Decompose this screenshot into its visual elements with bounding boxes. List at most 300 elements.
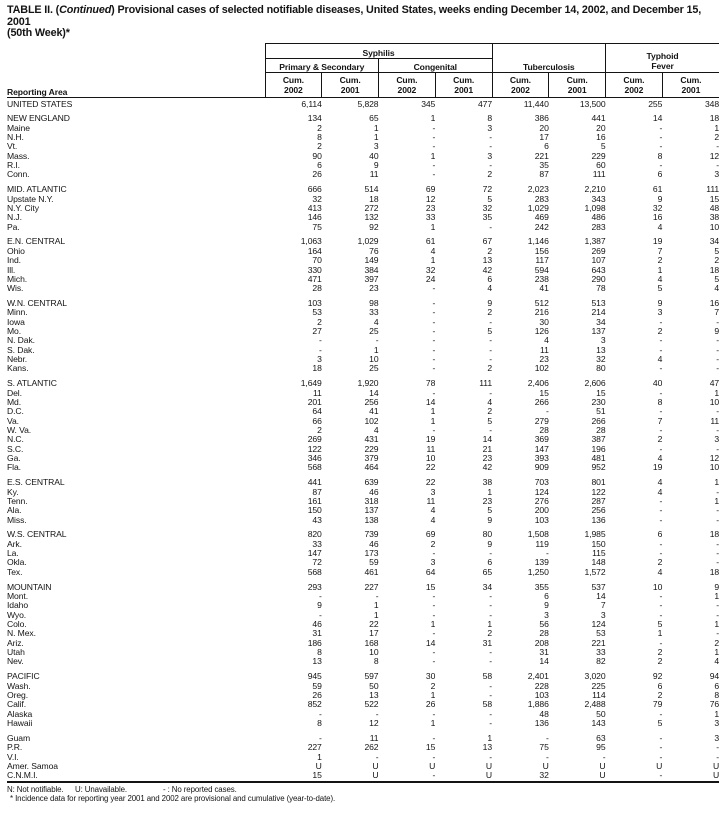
- value-cell: -: [716, 600, 720, 611]
- value-cell: 3: [600, 609, 606, 620]
- value-cell: 230: [591, 396, 606, 407]
- value-cell: -: [716, 557, 720, 568]
- value-cell: 2: [657, 656, 663, 667]
- value-cell: 126: [534, 326, 549, 337]
- reporting-area-cell: Maine: [7, 122, 30, 133]
- value-cell: 28: [596, 425, 606, 435]
- value-cell: 6: [657, 169, 663, 180]
- value-cell: 19: [425, 434, 436, 445]
- value-cell: -: [375, 335, 379, 346]
- reporting-area-cell: Upstate N.Y.: [7, 193, 54, 204]
- value-cell: 92: [369, 221, 379, 232]
- value-cell: -: [489, 680, 493, 691]
- value-cell: 3: [430, 557, 436, 568]
- value-cell: 8: [714, 689, 720, 700]
- value-cell: 32: [312, 193, 322, 204]
- value-cell: 156: [534, 245, 549, 256]
- value-cell: -: [716, 344, 720, 355]
- value-cell: -: [432, 708, 436, 719]
- col-header-syphilis-cong-2002: Cum. 2002: [379, 72, 436, 97]
- value-cell: U: [599, 760, 606, 771]
- value-cell: 38: [709, 212, 720, 223]
- value-cell: 1,098: [584, 202, 606, 213]
- value-cell: 512: [534, 298, 549, 309]
- value-cell: 5: [487, 193, 493, 204]
- value-cell: -: [432, 344, 436, 355]
- value-cell: 9: [714, 581, 720, 592]
- value-cell: 12: [369, 717, 379, 728]
- value-cell: 78: [596, 283, 606, 294]
- table-row: [7, 568, 719, 577]
- value-cell: 14: [539, 656, 549, 667]
- value-cell: 139: [534, 557, 549, 568]
- value-cell: 3: [600, 335, 606, 346]
- value-cell: 1: [487, 619, 493, 630]
- table-row: [7, 691, 719, 700]
- value-cell: 92: [652, 671, 663, 682]
- value-cell: -: [489, 591, 493, 601]
- table-row: [7, 142, 719, 151]
- value-cell: 26: [312, 169, 322, 180]
- value-cell: 11: [369, 732, 379, 743]
- value-cell: -: [489, 689, 493, 700]
- value-cell: 464: [364, 462, 379, 473]
- value-cell: -: [716, 406, 720, 417]
- reporting-area-cell: Colo.: [7, 619, 27, 630]
- value-cell: 14: [482, 434, 493, 445]
- value-cell: 32: [539, 770, 549, 781]
- value-cell: 35: [482, 212, 493, 223]
- value-cell: -: [432, 656, 436, 667]
- value-cell: 330: [307, 264, 322, 275]
- value-cell: 40: [369, 150, 379, 161]
- value-cell: 397: [364, 273, 379, 284]
- value-cell: 53: [312, 307, 322, 318]
- table-row: [7, 454, 719, 463]
- value-cell: 387: [591, 434, 606, 445]
- value-cell: 75: [539, 742, 549, 753]
- value-cell: 262: [364, 742, 379, 753]
- value-cell: 95: [596, 742, 606, 753]
- value-cell: 477: [477, 98, 493, 109]
- table-row: [7, 299, 719, 308]
- value-cell: 10: [425, 453, 436, 464]
- value-cell: 2: [487, 628, 493, 639]
- table-row: [7, 185, 719, 194]
- value-cell: 33: [425, 212, 436, 223]
- value-cell: 2,023: [527, 184, 549, 195]
- value-cell: 3: [487, 150, 493, 161]
- value-cell: 59: [312, 680, 322, 691]
- value-cell: -: [432, 770, 436, 781]
- value-cell: 200: [534, 505, 549, 516]
- value-cell: 384: [364, 264, 379, 275]
- value-cell: 2: [317, 141, 322, 152]
- value-cell: 13: [482, 742, 493, 753]
- value-cell: -: [546, 732, 549, 743]
- value-cell: 6: [657, 680, 663, 691]
- title-week-line: (50th Week)*: [7, 27, 70, 39]
- value-cell: 441: [591, 113, 606, 124]
- value-cell: 643: [591, 264, 606, 275]
- value-cell: -: [659, 708, 663, 719]
- table-row: [7, 170, 719, 179]
- value-cell: 1: [373, 344, 379, 355]
- value-cell: 4: [657, 477, 663, 488]
- value-cell: 76: [709, 699, 720, 710]
- value-cell: -: [716, 751, 720, 762]
- value-cell: 393: [534, 453, 549, 464]
- value-cell: 23: [482, 453, 493, 464]
- value-cell: 2: [657, 255, 663, 266]
- value-cell: 63: [596, 732, 606, 743]
- value-cell: 201: [307, 396, 322, 407]
- table-row: [7, 601, 719, 610]
- value-cell: 4: [714, 283, 720, 294]
- value-cell: -: [489, 344, 493, 355]
- reporting-area-cell: Nebr.: [7, 354, 28, 365]
- table-row: [7, 516, 719, 525]
- value-cell: 1,063: [300, 236, 322, 247]
- reporting-area-cell: Ohio: [7, 245, 25, 256]
- value-cell: 1,250: [527, 566, 549, 577]
- value-cell: 66: [312, 415, 322, 426]
- value-cell: 269: [591, 245, 606, 256]
- value-cell: 122: [591, 486, 606, 497]
- value-cell: U: [542, 760, 549, 771]
- value-cell: -: [716, 335, 720, 346]
- value-cell: 6,114: [301, 98, 322, 109]
- value-cell: 4: [373, 316, 379, 327]
- value-cell: 12: [425, 193, 436, 204]
- value-cell: 23: [482, 495, 493, 506]
- reporting-area-cell: Idaho: [7, 600, 29, 611]
- reporting-area-cell: Ill.: [7, 264, 16, 275]
- table-row: [7, 620, 719, 629]
- title-rest: ) Provisional cases of selected notifiable diseases, United States, weeks ending December 14, 2002, and December 15, 2001: [7, 4, 702, 28]
- value-cell: 3: [487, 122, 493, 133]
- value-cell: 65: [482, 566, 493, 577]
- value-cell: -: [659, 132, 663, 143]
- value-cell: 639: [364, 477, 379, 488]
- value-cell: 242: [534, 221, 549, 232]
- value-cell: -: [489, 425, 493, 435]
- reporting-area-cell: S.C.: [7, 443, 24, 454]
- value-cell: 431: [364, 434, 379, 445]
- value-cell: 43: [312, 514, 322, 525]
- value-cell: -: [432, 160, 436, 171]
- value-cell: 4: [657, 566, 663, 577]
- table-row: [7, 530, 719, 539]
- value-cell: 2: [657, 689, 663, 700]
- value-cell: 35: [539, 160, 549, 171]
- value-cell: -: [318, 609, 322, 620]
- value-cell: -: [659, 548, 663, 559]
- value-cell: 10: [709, 221, 720, 232]
- reporting-area-cell: Ga.: [7, 453, 21, 464]
- reporting-area-cell: Tenn.: [7, 495, 28, 506]
- value-cell: -: [489, 354, 493, 365]
- value-cell: 5: [657, 283, 663, 294]
- value-cell: 119: [535, 538, 549, 549]
- reporting-area-cell: Kans.: [7, 363, 29, 374]
- reporting-area-cell: PACIFIC: [7, 671, 40, 682]
- value-cell: 2: [430, 680, 436, 691]
- value-cell: 20: [596, 122, 606, 133]
- reporting-area-cell: W. Va.: [7, 425, 32, 435]
- value-cell: 34: [596, 316, 606, 327]
- value-cell: 4: [487, 396, 493, 407]
- value-cell: 11: [313, 387, 322, 398]
- value-cell: -: [489, 647, 493, 658]
- table-row: [7, 719, 719, 728]
- value-cell: 5: [657, 717, 663, 728]
- value-cell: 2: [487, 406, 493, 417]
- value-cell: 293: [307, 581, 322, 592]
- value-cell: 208: [534, 637, 549, 648]
- value-cell: -: [546, 548, 549, 559]
- reporting-area-cell: W.S. CENTRAL: [7, 529, 67, 540]
- table-row: [7, 417, 719, 426]
- value-cell: 1,985: [584, 529, 606, 540]
- value-cell: 186: [307, 637, 322, 648]
- value-cell: -: [375, 751, 379, 762]
- value-cell: 103: [534, 514, 549, 525]
- value-cell: 287: [591, 495, 606, 506]
- footnote-legend: [7, 785, 719, 795]
- table-row: [7, 540, 719, 549]
- table-row: [7, 700, 719, 709]
- reporting-area-cell: N.H.: [7, 132, 24, 143]
- value-cell: -: [432, 354, 436, 365]
- reporting-area-cell: Wyo.: [7, 609, 27, 620]
- value-cell: 79: [652, 699, 663, 710]
- value-cell: 22: [425, 462, 436, 473]
- value-cell: 146: [307, 212, 322, 223]
- value-cell: -: [716, 425, 720, 435]
- col-header-typhoid-2001: Cum. 2001: [662, 72, 719, 97]
- value-cell: -: [489, 717, 493, 728]
- value-cell: 1: [657, 264, 663, 275]
- value-cell: -: [716, 316, 720, 327]
- value-cell: 11: [540, 344, 549, 355]
- value-cell: 8: [317, 717, 322, 728]
- value-cell: 1: [430, 255, 436, 266]
- value-cell: 225: [591, 680, 606, 691]
- value-cell: 8: [317, 647, 322, 658]
- value-cell: -: [659, 141, 663, 152]
- reporting-area-cell: S. Dak.: [7, 344, 35, 355]
- col-header-syphilis-ps-2002: Cum. 2002: [265, 72, 322, 97]
- value-cell: 18: [369, 193, 379, 204]
- value-cell: -: [659, 495, 663, 506]
- value-cell: 1: [373, 122, 379, 133]
- reporting-area-cell: V.I.: [7, 751, 19, 762]
- value-cell: -: [716, 141, 720, 152]
- value-cell: 14: [596, 591, 606, 601]
- reporting-area-cell: N.C.: [7, 434, 24, 445]
- value-cell: 5: [714, 245, 720, 256]
- reporting-area-cell: C.N.M.I.: [7, 770, 38, 781]
- value-cell: 4: [657, 221, 663, 232]
- legend-not-notifiable: N: Not notifiable.: [7, 784, 64, 794]
- table-row: [7, 223, 719, 232]
- value-cell: 6: [487, 273, 493, 284]
- value-cell: -: [432, 363, 436, 374]
- value-cell: 1,886: [527, 699, 549, 710]
- value-cell: -: [716, 486, 720, 497]
- value-cell: 33: [312, 538, 322, 549]
- value-cell: 23: [369, 283, 379, 294]
- value-cell: 2: [487, 245, 493, 256]
- value-cell: 136: [534, 717, 549, 728]
- syphilis-group-header: Syphilis: [265, 43, 492, 58]
- value-cell: 513: [591, 298, 606, 309]
- value-cell: 13: [482, 255, 493, 266]
- value-cell: 65: [369, 113, 379, 124]
- value-cell: 1,508: [527, 529, 549, 540]
- value-cell: 22: [425, 477, 436, 488]
- table-row: [7, 124, 719, 133]
- value-cell: 19: [652, 236, 663, 247]
- value-cell: 3: [657, 307, 663, 318]
- value-cell: 3: [714, 732, 720, 743]
- value-cell: 80: [482, 529, 493, 540]
- value-cell: 122: [307, 443, 322, 454]
- value-cell: 5: [487, 415, 493, 426]
- value-cell: 25: [369, 363, 379, 374]
- value-cell: -: [716, 548, 720, 559]
- table-row: [7, 771, 719, 781]
- value-cell: 60: [596, 160, 606, 171]
- value-cell: -: [432, 425, 436, 435]
- reporting-area-cell: Alaska: [7, 708, 33, 719]
- reporting-area-header: Reporting Area: [7, 43, 265, 97]
- value-cell: 266: [591, 415, 606, 426]
- value-cell: 2: [714, 132, 720, 143]
- value-cell: 56: [539, 619, 549, 630]
- value-cell: 31: [482, 637, 493, 648]
- value-cell: 5: [487, 326, 493, 337]
- value-cell: 20: [539, 122, 549, 133]
- value-cell: 666: [307, 184, 322, 195]
- value-cell: 14: [369, 387, 379, 398]
- value-cell: 150: [307, 505, 322, 516]
- value-cell: U: [485, 760, 493, 771]
- value-cell: -: [432, 169, 436, 180]
- value-cell: -: [432, 132, 436, 143]
- value-cell: -: [432, 732, 436, 743]
- value-cell: 6: [487, 557, 493, 568]
- value-cell: -: [716, 609, 720, 620]
- value-cell: 143: [591, 717, 606, 728]
- value-cell: 80: [596, 363, 606, 374]
- reporting-area-cell: Wash.: [7, 680, 31, 691]
- reporting-area-cell: Ark.: [7, 538, 22, 549]
- value-cell: 2: [657, 647, 663, 658]
- value-cell: 256: [591, 505, 606, 516]
- value-cell: 23: [539, 354, 549, 365]
- value-cell: 32: [596, 354, 606, 365]
- table-row: [7, 549, 719, 558]
- title-prefix: TABLE II. (: [7, 4, 60, 16]
- value-cell: 568: [307, 462, 322, 473]
- value-cell: 216: [534, 307, 549, 318]
- table-row: [7, 753, 719, 762]
- value-cell: 1: [487, 486, 493, 497]
- value-cell: 11: [426, 495, 436, 506]
- value-cell: 138: [364, 514, 379, 525]
- table-row: [7, 336, 719, 345]
- value-cell: 16: [652, 212, 663, 223]
- value-cell: U: [712, 770, 720, 781]
- value-cell: 1: [430, 221, 436, 232]
- table-row: [7, 407, 719, 416]
- value-cell: 10: [709, 396, 720, 407]
- value-cell: -: [432, 591, 436, 601]
- value-cell: U: [429, 760, 436, 771]
- value-cell: U: [656, 760, 663, 771]
- table-row: [7, 97, 719, 109]
- value-cell: 8: [373, 656, 379, 667]
- legend-unavailable: U: Unavailable.: [75, 784, 128, 794]
- value-cell: 1,029: [357, 236, 379, 247]
- table-row: [7, 389, 719, 398]
- table-row: [7, 639, 719, 648]
- value-cell: 3: [430, 486, 436, 497]
- value-cell: -: [432, 283, 436, 294]
- value-cell: -: [375, 591, 379, 601]
- value-cell: U: [485, 770, 493, 781]
- value-cell: 72: [482, 184, 493, 195]
- table-row: [7, 308, 719, 317]
- value-cell: 1: [373, 609, 379, 620]
- value-cell: -: [489, 160, 493, 171]
- value-cell: 909: [534, 462, 549, 473]
- value-cell: 150: [591, 538, 606, 549]
- value-cell: 87: [539, 169, 549, 180]
- reporting-area-cell: Mich.: [7, 273, 28, 284]
- value-cell: 111: [479, 378, 493, 389]
- table-row: [7, 213, 719, 222]
- value-cell: -: [659, 742, 663, 753]
- value-cell: 221: [591, 637, 606, 648]
- reporting-area-cell: N.Y. City: [7, 202, 39, 213]
- value-cell: 2: [317, 316, 322, 327]
- value-cell: 40: [652, 378, 663, 389]
- value-cell: 147: [307, 548, 322, 559]
- value-cell: -: [432, 628, 436, 639]
- value-cell: 69: [425, 184, 436, 195]
- value-cell: 48: [539, 708, 549, 719]
- value-cell: 522: [364, 699, 379, 710]
- footnote-incidence-note: * Incidence data for reporting year 2001 and 2002 are provisional and cumulative (year-to-date).: [10, 794, 336, 804]
- value-cell: 945: [307, 671, 322, 682]
- reporting-area-cell: MID. ATLANTIC: [7, 184, 67, 195]
- table-row: [7, 161, 719, 170]
- value-cell: 6: [544, 141, 549, 152]
- primary-secondary-subheader: Primary & Secondary: [265, 58, 379, 72]
- value-cell: -: [659, 600, 663, 611]
- value-cell: -: [432, 122, 436, 133]
- table-row: [7, 266, 719, 275]
- reporting-area-cell: MOUNTAIN: [7, 581, 52, 592]
- value-cell: -: [659, 344, 663, 355]
- value-cell: 58: [482, 699, 493, 710]
- value-cell: 4: [657, 354, 663, 365]
- value-cell: 15: [709, 193, 720, 204]
- value-cell: 537: [591, 581, 606, 592]
